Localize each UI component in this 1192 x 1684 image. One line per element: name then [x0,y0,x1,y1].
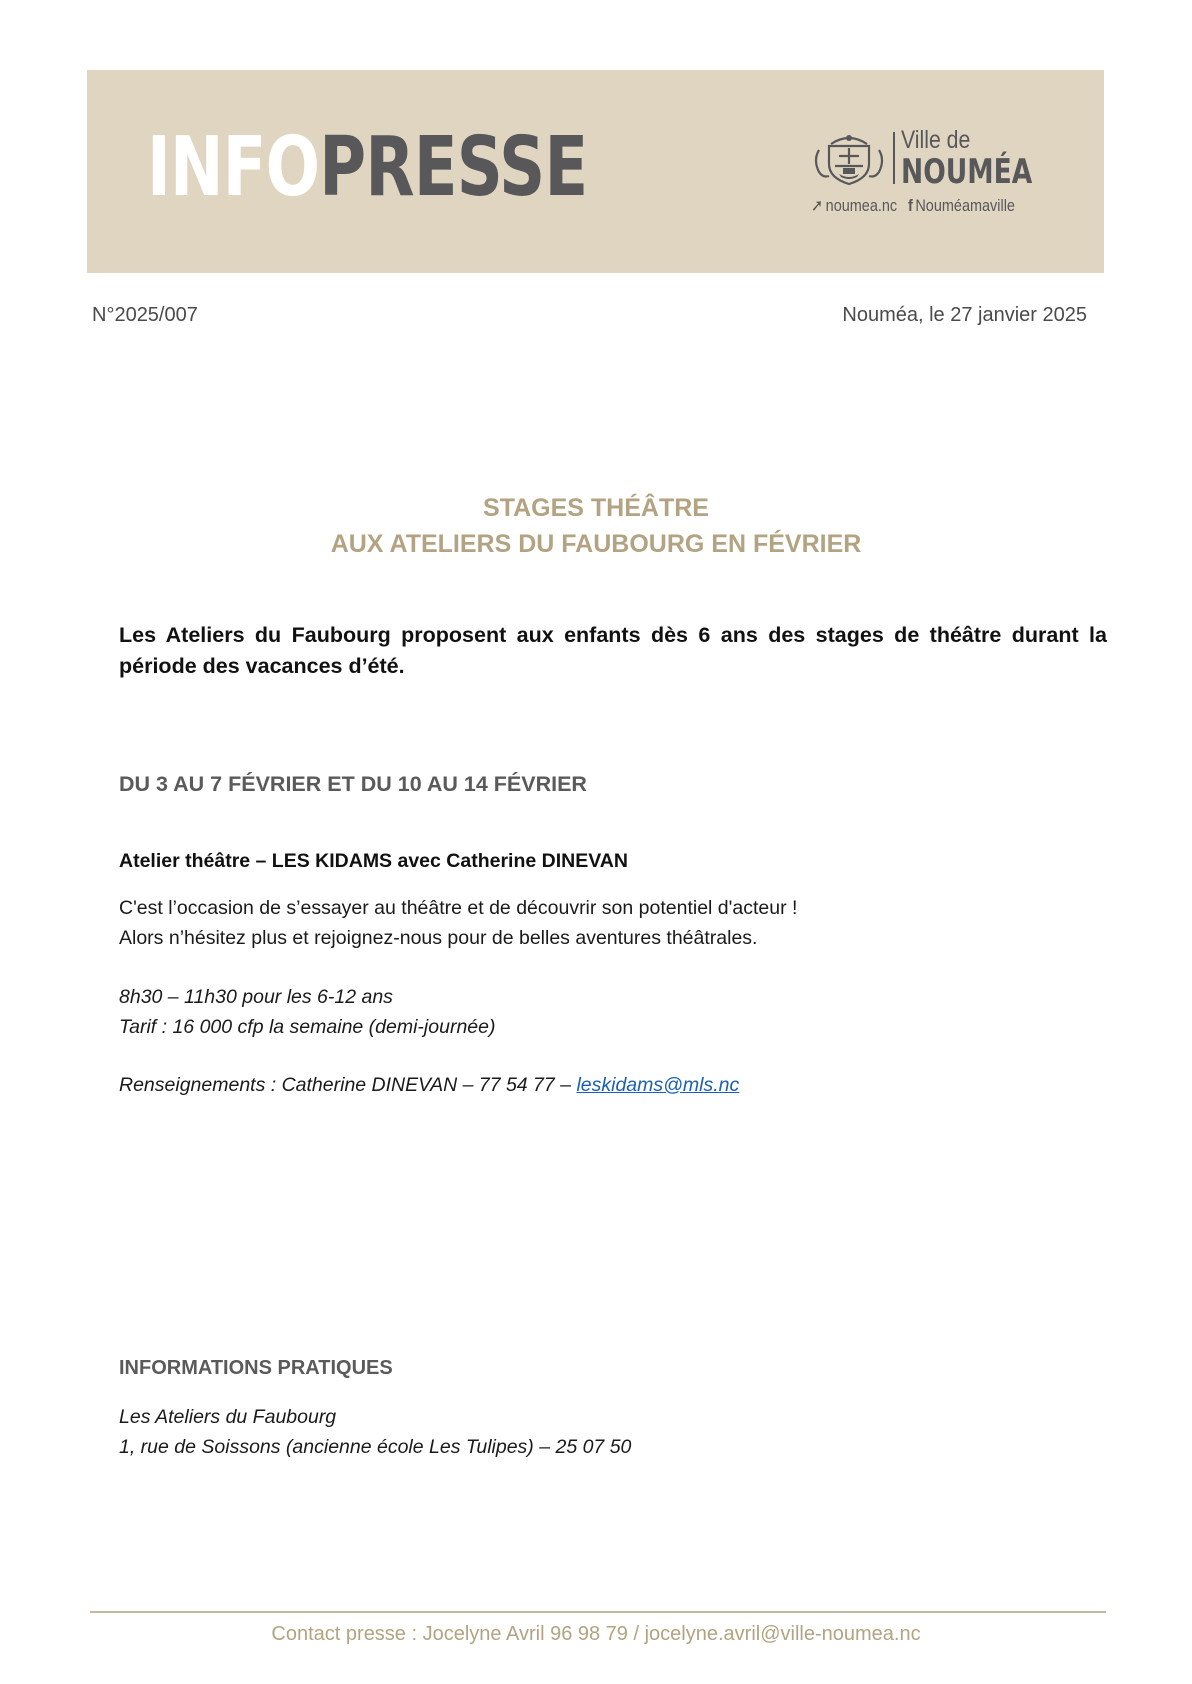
practical-info-heading: INFORMATIONS PRATIQUES [119,1357,393,1379]
atelier-title: Atelier théâtre – LES KIDAMS avec Catherine DINEVAN [119,850,628,872]
logo-links [811,196,1015,216]
logo-facebook: Nouméamaville [915,196,1015,215]
title-line-2: AUX ATELIERS DU FAUBOURG EN FÉVRIER [330,530,862,558]
venue-address: 1, rue de Soissons (ancienne école Les Tulipes) – 25 07 50 [119,1436,632,1458]
intro-line-1: C'est l’occasion de s’essayer au théâtre et de découvrir son potentiel d'acteur ! [119,897,798,919]
schedule-text: 8h30 – 11h30 pour les 6-12 ans [119,986,393,1008]
facebook-icon: f [907,196,913,215]
title-line-1: STAGES THÉÂTRE [483,494,709,522]
intro-line-2: Alors n’hésitez plus et rejoignez-nous pour de belles aventures théâtrales. [119,927,758,949]
logo-ville-de: Ville de [901,126,971,154]
presse-label: PRESSE [319,120,588,215]
ville-de-noumea-logo [809,126,1049,226]
intro-paragraph [119,893,797,953]
info-label: INFO [147,120,320,215]
dates-heading: DU 3 AU 7 FÉVRIER ET DU 10 AU 14 FÉVRIER [119,772,587,796]
arrow-icon: ➚ [811,196,824,215]
logo-divider [893,132,895,184]
contact-info [119,1070,739,1100]
venue-block [119,1402,631,1462]
press-release-number: N°2025/007 [92,304,198,326]
email-link[interactable]: leskidams@mls.nc [576,1074,740,1096]
logo-site: noumea.nc [825,196,898,215]
logo-noumea: NOUMÉA [901,152,1033,192]
info-presse-logo [147,118,587,218]
footer-divider [90,1611,1106,1613]
venue-name: Les Ateliers du Faubourg [119,1406,337,1428]
tarif-text: Tarif : 16 000 cfp la semaine (demi-journée) [119,1016,496,1038]
header-banner [87,70,1104,273]
lead-paragraph: Les Ateliers du Faubourg proposent aux enfants dès 6 ans des stages de théâtre durant la période des vacances d’été. [119,623,1107,678]
contact-prefix: Renseignements : Catherine DINEVAN – 77 54 77 – [119,1074,577,1096]
schedule-block [119,982,495,1042]
release-date: Nouméa, le 27 janvier 2025 [842,304,1087,326]
city-crest-icon [809,130,889,186]
press-contact: Contact presse : Jocelyne Avril 96 98 79 / jocelyne.avril@ville-noumea.nc [271,1623,921,1645]
